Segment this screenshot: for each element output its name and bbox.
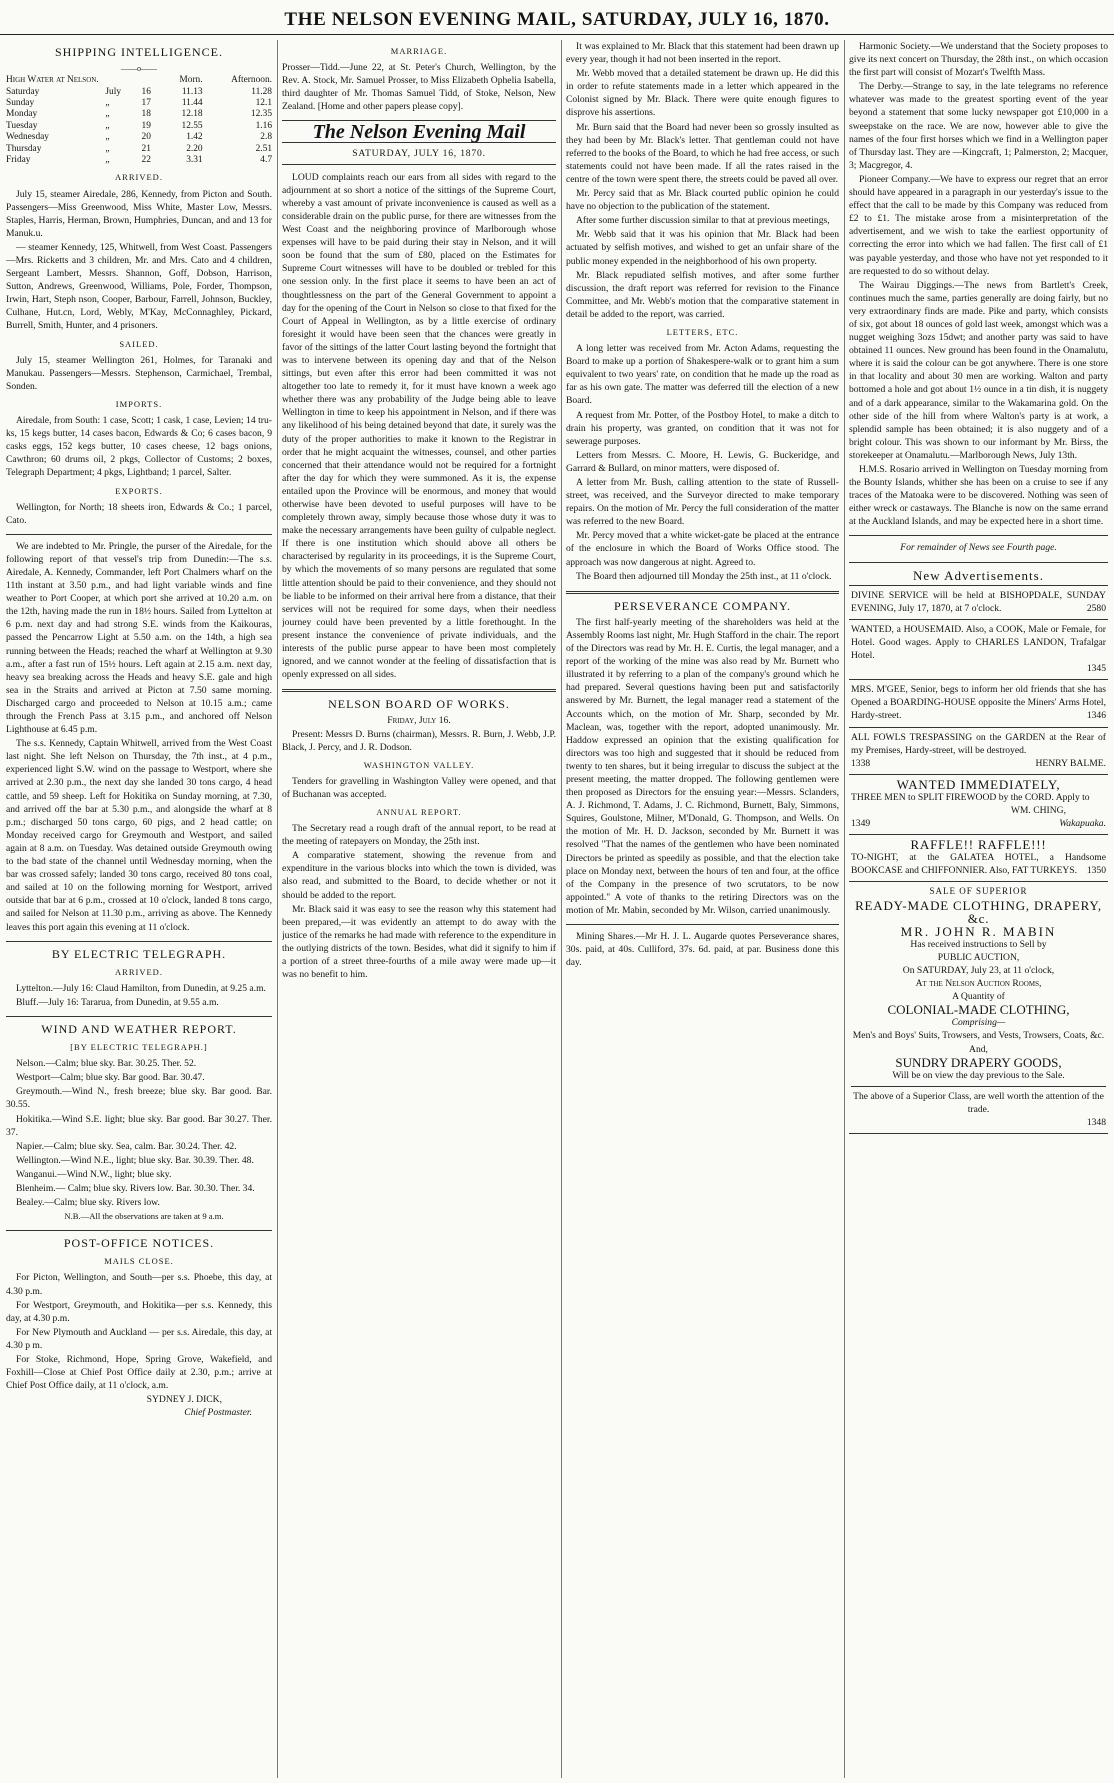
purser-report: We are indebted to Mr. Pringle, the purser of the Airedale, for the following report of that vessel's trip from Dunedin:—The s.s. Airedale, A. Kennedy, Commander, left Port Chalmers wharf on the 11th instant at 3.50 p.m., and had light variable winds and fine weather to Port Cooper, at which port she arrived at 10.20 a.m. on the 12th, having made the run in 18½ hours. Sailed from Lyttelton at 6 p.m. next day and had strong S.E. winds from the Kaikouras, passed the Pencarrow Light at 5.50 a.m. on the 14th, a high sea running between the Heads; reached the wharf at Wellington at 9.30 a.m., after a fast run of 15½ hours. Left again at 2.15 a.m. next day, heavy sea breaking across the Heads and heavy S.E. gale and high sea in the Straits and arrived at Picton at 7.50 same morning. Discharged cargo and proceeded to Nelson at 10.15 a.m.; came through the French Pass at 3.15 p.m., and anchored off Nelson Lighthouse at 6.45 p.m. [6,540,272,736]
ad-sale: SALE OF SUPERIOR READY-MADE CLOTHING, DRAPERY, &c. MR. JOHN R. MABIN Has received instructions to Sell by PUBLIC AUCTION, On SATURDAY, July 23, at 11 o'clock, At the Nelson Auction Rooms, A Quantity of COLONIAL-MADE CLOTHING, Comprising— Men's and Boys' Suits, Trowsers, and Vests, Trowsers, Coats, &c. And, SUNDRY DRAPERY GOODS, Will be on view the day previous to the Sale. The above of a Superior Class, are well worth the attention of the trade. 1348 [849,882,1108,1134]
letters-para: A request from Mr. Potter, of the Postboy Hotel, to make a ditch to drain his property, was granted, on condition that it was not for sewerage purposes. [566,409,839,447]
ad-divine-service: DIVINE SERVICE will be held at BISHOPDALE, SUNDAY EVENING, July 17, 1870, at 7 o'clock. 2580 [849,586,1108,620]
letters-heading: LETTERS, ETC. [666,326,739,337]
weather-item: Nelson.—Calm; blue sky. Bar. 30.25. Ther. 52. [16,1058,197,1070]
weather-item: Blenheim.— Calm; blue sky. Rivers low. Bar. 30.30. Ther. 34. [16,1183,255,1194]
ad-housemaid: WANTED, a HOUSEMAID. Also, a COOK, Male or Female, for Hotel. Good wages. Apply to CHARLES LANDON, Trafalgar Hotel. 1345 [849,620,1108,680]
masthead: THE NELSON EVENING MAIL, SATURDAY, JULY 16, 1870. [0,0,1114,35]
ad-number: 1338 [851,757,871,769]
weather-item: Westport—Calm; blue sky. Bar good. Bar. 30.47. [16,1072,205,1084]
tide-row: Thursday „ 21 2.20 2.51 [6,143,272,154]
divider [6,1016,272,1017]
post-sign-title: Chief Postmaster. [184,1407,252,1419]
column-2 [282,40,556,1778]
perseverance-title: PERSEVERANCE COMPANY. [613,598,792,613]
divider [282,689,556,692]
news-para: H.M.S. Rosario arrived in Wellington on Tuesday morning from the Bounty Islands, whither she has been on a cruise to see if any traces of the Matoaka were to be discovered. Nothing was seen of either wreck or castaways. The Blanche is now on the same errand at the Auckland Islands, and may be expected here in a short time. [849,464,1108,528]
exports-text: Wellington, for North; 18 sheets iron, Edwards & Co.; 1 parcel, Cato. [6,501,272,526]
board-para: It was explained to Mr. Black that this statement had been drawn up every year, though it had not been inserted in the report. [566,41,839,66]
tide-row: Tuesday „ 19 12.55 1.16 [6,120,272,131]
board-title: NELSON BOARD OF WORKS. [328,697,510,712]
divider [282,164,556,165]
exports-heading: EXPORTS. [115,485,163,496]
imports-heading: IMPORTS. [115,398,163,409]
post-title: POST-OFFICE NOTICES. [63,1236,215,1251]
divider [566,591,839,594]
telegraph-sub: ARRIVED. [115,966,163,977]
column-4 [849,40,1108,1778]
letters-para: A letter from Mr. Bush, calling attention to the state of Russell-street, was received, and the Surveyor directed to make temporary repairs. On the motion of Mr. Percy the full consideration of the matter was referred to the new Board. [566,477,839,528]
sailed-item: July 15, steamer Wellington 261, Holmes, for Taranaki and Manukau. Passengers—Messrs. Stephenson, Carmichael, Trembal, Sonden. [6,354,272,392]
ornament: ——o—— [121,64,157,74]
board-para: Mr. Burn said that the Board had never been so grossly insulted as they had been by Mr. Black's letter. That gentleman could not have referred to the books of the Board, to which he had free access, or such statements could not have been made. If all the rates raised in the centre of the town were spent there, the streets could be paved all over. [566,121,839,185]
shipping-title: SHIPPING INTELLIGENCE. [55,45,223,59]
marriage-heading: MARRIAGE. [390,46,448,56]
ad-number: 1345 [1086,663,1106,675]
ad-number: 1346 [1086,710,1106,722]
ad-fowls: ALL FOWLS TRESPASSING on the GARDEN at the Rear of my Premises, Hardy-street, will be destroyed. 1338 HENRY BALME. [849,728,1108,775]
weather-title: WIND AND WEATHER REPORT. [41,1021,237,1036]
weather-sub: [BY ELECTRIC TELEGRAPH.] [70,1042,208,1053]
weather-note: N.B.—All the observations are taken at 9 a.m. [64,1211,224,1222]
ad-raffle: RAFFLE!! RAFFLE!!! TO-NIGHT, at the GALATEA HOTEL, a Handsome BOOKCASE and CHIFFONNIER. Also, FAT TURKEYS. 1350 [849,835,1108,882]
mining-shares: Mining Shares.—Mr H. J. L. Augarde quotes Perseverance shares, 30s. paid, at 40s. Culliford, 37s. 6d. paid, at par. Business done this day. [566,931,839,969]
letters-para: Letters from Messrs. C. Moore, H. Lewis, G. Buckeridge, and Garrard & Bullard, on minor matters, were disposed of. [566,449,839,474]
divider [849,562,1108,563]
remainder-note: For remainder of News see Fourth page. [900,542,1057,554]
tide-row: Sunday „ 17 11.44 12.1 [6,98,272,108]
perseverance-text: The first half-yearly meeting of the shareholders was held at the Assembly Rooms last night, Mr. Hugh Stafford in the chair. The report of the Directors was read by Mr. H. E. Curtis, the legal manager, and a report of the working of the mine was also read by Mr. Burnett who illustrated it by referring to a plan of the company's ground which he had prepared. Several questions having been put and satisfactorily answered by Mr. Burnett, the legal manager read a statement of the Accounts which, on the motion of Mr. Sharp, seconded by Mr. Maclean, was, together with the report, adopted unanimously. Mr. Haddow expressed an opinion that the existing qualification for directors was too high and suggested that it should be reduced from twenty to ten shares, but it being irregular to discuss the subject at the present meeting, the matter dropped. The following gentlemen were then proposed as Directors for the ensuing year:—Messrs. Sclanders, A. J. Richmond, T. Adams, J. C. Richmond, Burnett, Baly, Simmons, Squires, Goulstone, Milner, M'Donald, G. Thompson, and Wells. On the motion of Mr. H. D. Jackson, seconded by Mr. Burnett it was resolved "That the names of the gentlemen who have been nominated Directors be printed as speedily as possible, and that the election take place on Monday next, between the hours of ten and four, at the office of the Company in the presence of two scrutators, to be now appointed." A vote of thanks to the retiring Directors was on the motion of Mr. Mabin, seconded by Mr. Wilson, carried unanimously. [566,616,839,916]
tide-row: Saturday July 16 11.13 11.28 [6,86,272,97]
weather-item: Greymouth.—Wind N., fresh breeze; blue sky. Bar good. Bar. 30.55. [6,1086,272,1111]
post-item: For Picton, Wellington, and South—per s.s. Phoebe, this day, at 4.30 p.m. [6,1272,272,1297]
tide-table [6,75,272,166]
annual-heading: ANNUAL REPORT. [376,806,462,817]
ad-boarding-house: MRS. M'GEE, Senior, begs to inform her old friends that she has Opened a BOARDING-HOUSE opposite the Miners' Arms Hotel, Hardy-street. 1346 [849,680,1108,727]
tide-row: Wednesday „ 20 1.42 2.8 [6,132,272,143]
annual-text: Mr. Black said it was easy to see the reason why this statement had been prepared,—it was evidently an attempt to do away with the justice of the remarks he had made with reference to the expenditure in the outlying districts of the town. Besides, what did it signify to him if a portion of a street three-fourths of a mile away were made up—it was no benefit to him. [282,903,556,981]
arrived-item: — steamer Kennedy, 125, Whitwell, from West Coast. Passengers—Mrs. Ricketts and 3 children, Mr. and Mrs. Cato and 4 children, Sergeant Lambert, Messrs. Shannon, Goff, Dobson, Harrison, Sutton, Andrews, Greenwood, Williams, Pole, Forder, Thompson, Irwin, Hart, Steph nson, Cooper, Barbour, Farrell, Johnson, Buckley, Culhane, Hut.cn, Lord, Webly, M'Kay, McConnaghley, Pickard, Burrell, Smith, Hunter, and 4 prisoners. [6,241,272,332]
post-item: For Stoke, Richmond, Hope, Spring Grove, Wakefield, and Foxhill—Close at Chief Post Office daily at 2.30, p.m.; arrive at Chief Post Office daily, at 11 o'clock, a.m. [6,1354,272,1392]
annual-text: A comparative statement, showing the revenue from and expenditure in the various blocks into which the town is divided, was also read, and submitted to the Board, to decide whether or not it should be added to the report. [282,850,556,901]
column-rule [844,40,845,1778]
news-para: Pioneer Company.—We have to express our regret that an error should have appeared in a paragraph in our yesterday's issue to the effect that the call to be made by this Company was reduced from £2 to £1. The mistake arose from a misinterpretation of the advertisement, and we wish to take the earliest opportunity of correcting the error into which we had fallen. The first call of £1 was payable yesterday, and those who have not yet responded to it are requested to do so without delay. [849,173,1108,277]
marriage-notice: Prosser—Tidd.—June 22, at St. Peter's Church, Wellington, by the Rev. A. Stock, Mr. Samuel Prosser, to Miss Elizabeth Ophelia Isabella, third daughter of Mr. Thomas Samuel Tidd, of Stoke, Nelson, New Zealand. [Home and other papers please copy]. [282,62,556,113]
column-rule [277,40,278,1778]
weather-item: Hokitika.—Wind S.E. light; blue sky. Bar good. Bar 30.27. Ther. 37. [6,1113,272,1138]
board-para: Mr. Black repudiated selfish motives, and after some further discussion, the draft report was referred for revision to the Finance Committee, and Mr. Webb's motion that the comparative statement in detail be added to the report, was carried. [566,269,839,320]
column-rule [561,40,562,1778]
ad-number: 1348 [1086,1117,1106,1129]
weather-item: Wanganui.—Wind N.W., light; blue sky. [16,1168,172,1180]
divider [849,535,1108,536]
washington-heading: WASHINGTON VALLEY. [363,759,475,770]
ad-number: 2580 [1086,602,1106,614]
tide-header: High Water at Nelson. [6,75,99,86]
telegraph-item: Bluff.—July 16: Tararua, from Dunedin, at 9.55 a.m. [16,996,219,1008]
arrived-item: July 15, steamer Airedale, 286, Kennedy, from Picton and South. Passengers—Miss Greenwood, Miss White, Master Low, Messrs. Staples, Harris, Herman, Brown, Humphries, Duncan, and and 13 for Manuk.u. [6,188,272,239]
letters-para: Mr. Percy moved that a white wicket-gate be placed at the entrance of the enclosure in which the Board of Works Office stood. The approach was now dangerous at night. Agreed to. [566,530,839,568]
dateline: SATURDAY, JULY 16, 1870. [352,147,486,159]
post-sign: SYDNEY J. DICK, [146,1394,222,1406]
board-para: Mr. Webb moved that a detailed statement be drawn up. He did this in order to refute statements made in a letter which appeared in the Colonist signed by Mr. Black. There were quite enough figures to disprove his assertions. [566,68,839,119]
board-para: After some further discussion similar to that at previous meetings, [576,215,830,227]
tide-row: Friday „ 22 3.31 4.7 [6,155,272,166]
annual-text: The Secretary read a rough draft of the annual report, to be read at the meeting of ratepayers on Monday, the 25th inst. [282,823,556,848]
ad-wanted: WANTED IMMEDIATELY, THREE MEN to SPLIT FIREWOOD by the CORD. Apply to WM. CHING, 1349 Wakapuaka. [849,775,1108,835]
board-present: Present: Messrs D. Burns (chairman), Messrs. R. Burn, J. Webb, J.P. Black, J. Percy, and J. R. Dodson. [282,728,556,753]
sailed-heading: SAILED. [119,338,159,349]
news-para: Harmonic Society.—We understand that the Society proposes to give its next concert on Thursday, the 28th inst., on which occasion the first part will consist of Mozart's Twelfth Mass. [849,41,1108,79]
arrived-heading: ARRIVED. [115,172,163,183]
ad-number: 1349 [851,818,871,830]
tide-row: Monday „ 18 12.18 12.35 [6,109,272,120]
imports-text: Airedale, from South: 1 case, Scott; 1 cask, 1 case, Levien; 14 tru-ks, 15 kegs butter, 14 cases bacon, Edwards & Co; 6 cases bacon, 9 casks eggs, 152 kegs butter, 10 cases cheese, 12 bags onions, Cawthron; 60 drums oil, 2 pkgs, Collector of Customs; 2 boxes, Telegraph Department; 4 pkgs, Lightband; 1 parcel, Salter. [6,415,272,479]
news-para: The Derby.—Strange to say, in the late telegrams no reference whatever was made to the greatest sporting event of the year beyond a statement that some lucky newspaper got £10,000 in a sweepstake on the race. We are now, however able to give the names of the four first horses which we find in a Wellington paper of Thursday last. They are —Kingcraft, 1; Palmerston, 2; Macquer, 3; Macgregor, 4. [849,81,1108,171]
news-para: The Wairau Diggings.—The news from Bartlett's Creek, continues much the same, parties generally are doing fairly, but no very extraordinary finds are made. Pike and party, which consists of six, got about 18 ounces of gold last week, amongst which was a nugget weighing 3ozs 15dwt; and another party was said to have obtained 11 ounces. New ground has been found in the Onamalutu, where it is said the colour can be got anywhere. There is one store in that locality and about 30 men are working. Walton and party bottomed a hole and got about 1½ ounce in a tin dish, it is nuggety and of a dark appearance, similar to the Wakamarina gold. On the other side of the hill from where Walton's party is at work, a splendid sample has been obtained; it is also nuggety and of a bright colour. This was shown to our informant by Mr. Birss, the storekeeper at Onamalutu.—Marlborough News, July 13th. [849,279,1108,461]
board-date: Friday, July 16. [387,715,451,727]
post-item: For New Plymouth and Auckland — per s.s. Airedale, this day, at 4.30 p m. [6,1326,272,1351]
weather-item: Napier.—Calm; blue sky. Sea, calm. Bar. 30.24. Ther. 42. [16,1140,237,1152]
telegraph-item: Lyttelton.—July 16: Claud Hamilton, from Dunedin, at 9.25 a.m. [16,982,266,994]
column-3 [566,40,839,1778]
telegraph-title: BY ELECTRIC TELEGRAPH. [51,946,227,961]
divider [6,1230,272,1231]
ad-number: 1350 [1086,865,1106,877]
letters-para: A long letter was received from Mr. Acton Adams, requesting the Board to make up a portion of Shakespere-walk or to grant him a sum equivalent to two years' rate, on condition that he made up the road as far as his own gate. The matter was deferred till the election of a new Board. [566,343,839,407]
paper-title: The Nelson Evening Mail [312,121,526,144]
divider [6,534,272,535]
tide-header: Afternoon. [231,75,272,86]
washington-text: Tenders for gravelling in Washington Valley were opened, and that of Buchanan was accepted. [282,775,556,800]
divider [566,924,839,925]
ad-sign: HENRY BALME. [1035,757,1106,769]
column-1 [6,40,272,1778]
weather-item: Bealey.—Calm; blue sky. Rivers low. [16,1197,160,1209]
columns [6,40,1108,1778]
divider [6,941,272,942]
board-para: Mr. Percy said that as Mr. Black courted public opinion he could have no objection to the publication of the statement. [566,188,839,213]
post-item: For Westport, Greymouth, and Hokitika—per s.s. Kennedy, this day, at 4.30 p.m. [6,1299,272,1324]
ads-title: New Advertisements. [913,567,1044,583]
post-sub: MAILS CLOSE. [104,1256,174,1267]
board-para: Mr. Webb said that it was his opinion that Mr. Black had been actuated by selfish motives, and wished to get an unfair share of the public money expended in the neighborhood of his own property. [566,229,839,267]
tide-header: Morn. [179,75,203,86]
editorial: LOUD complaints reach our ears from all sides with regard to the adjournment at so short a notice of the sittings of the Supreme Court, whereby a vast amount of private inconvenience is caused as well as a considerable drain on the public purse, for there are witnesses from the West Coast and the neighboring province of Marlborough whose expenses will have to be paid during their stay in Nelson, and it will soon be found that the sum of £80, placed on the Estimates for Supreme Court witnesses will have to be doubled or trebled for this one session only. In the first place it seems to have been an act of thoughtlessness on the part of the General Government to appoint a day for the opening of the Court in Nelson so close to that fixed for the Court of Appeal in Wellington, as by a little exercise of ordinary foresight it would have been seen that the chances were greatly in favor of the sittings of the latter Court lasting beyond the fortnight that was to intervene between its opening day and that of the Nelson sittings, but even after this error had been committed it was not altogether too late to remedy it, for it must have known a week ago whether there was any probability of the Judge being able to leave Wellington in time to keep his appointment in Nelson, and if there was any likelihood of his being detained beyond that date, it surely was the duty of the proper authorities to make it known to the Registrar in order that he might acquaint the witnesses, counsel, and other parties concerned that their attendance would not be required for a fortnight after the day for which they were summoned. As it is, the expense entailed upon the Province will be enormous, and money that would otherwise have been devoted to useful purposes will have to be completely thrown away, simply because those whose duty it was to make the necessary arrangements have been guilty of culpable neglect. If there is one institution which should above all others be characterised by regularity in its proceedings, it is the Supreme Court, by which the movements of so many persons are regulated that some little attention should be paid to their convenience, and they should not be liable to be informed on their arrival here from a distance, that their services will not be required for some days, when their needless journey could have been prevented by a little forethought. In the present instance the convenience of private individuals, and the interests of the public purse appear to have been most completely ignored, and we cannot wonder at the feeling of dissatisfaction that is openly expressed on all sides. [282,171,556,681]
letters-para: The Board then adjourned till Monday the 25th inst., at 11 o'clock. [576,570,832,582]
purser-report: The s.s. Kennedy, Captain Whitwell, arrived from the West Coast last night. She left Nelson on Thursday, the 7th inst., at 4 p.m., experienced light S.W. wind on the passage to Westport, where she arrived at 2.30 p.m., the next day she landed 30 tons cargo, 4 head cattle, and 59 sheep. Left for Hokitika on Sunday morning, at 7.30, and arrived off the bar at 5.30 p.m., and alongside the wharf at 8 p.m.; discharged 50 tons cargo, 60 pigs, and 2 head cattle; on Monday received cargo for Greymouth and Westport, and sailed again at 8 a.m. on Tuesday. Was detained outside Greymouth owing to the bad state of the channel until Wednesday morning, when the bar was crossed safely; landed 30 tons cargo, received 80 tons coal, and sailed at 10 on the following morning for Westport, arrived outside that bar at 6 p.m., crossed at 10 o'clock, landed 8 tons cargo, and sailed for Nelson at 11.30 p.m., arriving as above. The Kennedy leaves this port again this evening at 11 o'clock. [6,738,272,933]
weather-item: Wellington.—Wind N.E., light; blue sky. Bar. 30.39. Ther. 48. [16,1154,254,1166]
